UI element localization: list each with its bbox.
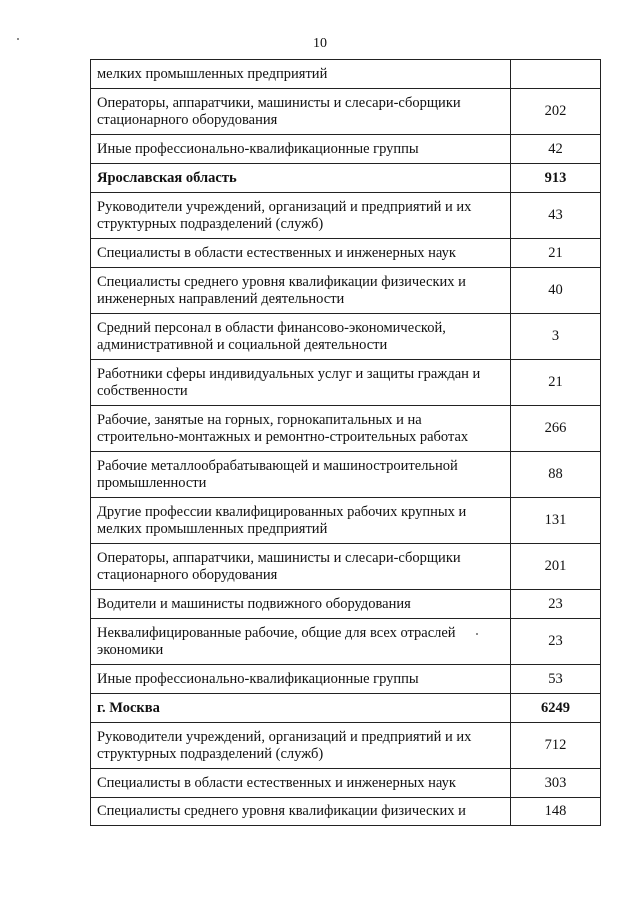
occupation-group-label: Операторы, аппаратчики, машинисты и слесари-сборщики стационарного оборудования: [91, 89, 511, 135]
statistics-table: [90, 59, 601, 826]
occupation-count: 21: [511, 360, 601, 406]
table-row: [91, 406, 601, 452]
occupation-group-label: Иные профессионально-квалификационные группы: [91, 135, 511, 164]
occupation-group-label: Рабочие, занятые на горных, горнокапитальных и на строительно-монтажных и ремонтно-строительных работах: [91, 406, 511, 452]
region-row: [91, 694, 601, 723]
occupation-group-label: Работники сферы индивидуальных услуг и защиты граждан и собственности: [91, 360, 511, 406]
table-row: [91, 239, 601, 268]
table-row: [91, 665, 601, 694]
occupation-group-label: Руководители учреждений, организаций и предприятий и их структурных подразделений (служб): [91, 723, 511, 769]
table-row: [91, 590, 601, 619]
occupation-count: 201: [511, 544, 601, 590]
table-row: [91, 452, 601, 498]
occupation-count: 23: [511, 619, 601, 665]
occupation-count: 131: [511, 498, 601, 544]
occupation-group-label: Водители и машинисты подвижного оборудования: [91, 590, 511, 619]
table-row: [91, 89, 601, 135]
table-row: [91, 798, 601, 826]
table-row: [91, 314, 601, 360]
occupation-group-label: мелких промышленных предприятий: [91, 60, 511, 89]
occupation-count: 53: [511, 665, 601, 694]
occupation-count: [511, 60, 601, 89]
occupation-count: 3: [511, 314, 601, 360]
table-row: [91, 769, 601, 798]
table-row: [91, 360, 601, 406]
table-row: [91, 135, 601, 164]
occupation-count: 266: [511, 406, 601, 452]
occupation-count: 21: [511, 239, 601, 268]
occupation-group-label: Специалисты в области естественных и инженерных наук: [91, 769, 511, 798]
occupation-group-label: Другие профессии квалифицированных рабочих крупных и мелких промышленных предприятий: [91, 498, 511, 544]
occupation-count: 23: [511, 590, 601, 619]
occupation-count: 40: [511, 268, 601, 314]
region-total: 6249: [511, 694, 601, 723]
page-number: 10: [313, 36, 327, 51]
table-row: [91, 498, 601, 544]
region-total: 913: [511, 164, 601, 193]
occupation-group-label: Специалисты среднего уровня квалификации физических и инженерных направлений деятельности: [91, 268, 511, 314]
region-name: г. Москва: [91, 694, 511, 723]
scan-speck: [17, 38, 19, 40]
occupation-count: 202: [511, 89, 601, 135]
occupation-group-label: Рабочие металлообрабатывающей и машиностроительной промышленности: [91, 452, 511, 498]
occupation-group-label: Операторы, аппаратчики, машинисты и слесари-сборщики стационарного оборудования: [91, 544, 511, 590]
occupation-count: 148: [511, 798, 601, 826]
occupation-group-label: Руководители учреждений, организаций и предприятий и их структурных подразделений (служб): [91, 193, 511, 239]
occupation-count: 303: [511, 769, 601, 798]
occupation-group-label: Специалисты среднего уровня квалификации физических и: [91, 798, 511, 826]
scan-speck: [476, 633, 478, 635]
table-row: [91, 268, 601, 314]
region-name: Ярославская область: [91, 164, 511, 193]
occupation-group-label: Иные профессионально-квалификационные группы: [91, 665, 511, 694]
table-row: [91, 723, 601, 769]
occupation-count: 88: [511, 452, 601, 498]
table-row: [91, 60, 601, 89]
occupation-count: 712: [511, 723, 601, 769]
table-row: [91, 544, 601, 590]
table-row: [91, 193, 601, 239]
table-row: [91, 619, 601, 665]
occupation-count: 42: [511, 135, 601, 164]
occupation-group-label: Средний персонал в области финансово-экономической, административной и социальной деятельности: [91, 314, 511, 360]
occupation-group-label: Неквалифицированные рабочие, общие для всех отраслей экономики: [91, 619, 511, 665]
table-body: [91, 60, 601, 826]
region-row: [91, 164, 601, 193]
occupation-count: 43: [511, 193, 601, 239]
occupation-group-label: Специалисты в области естественных и инженерных наук: [91, 239, 511, 268]
